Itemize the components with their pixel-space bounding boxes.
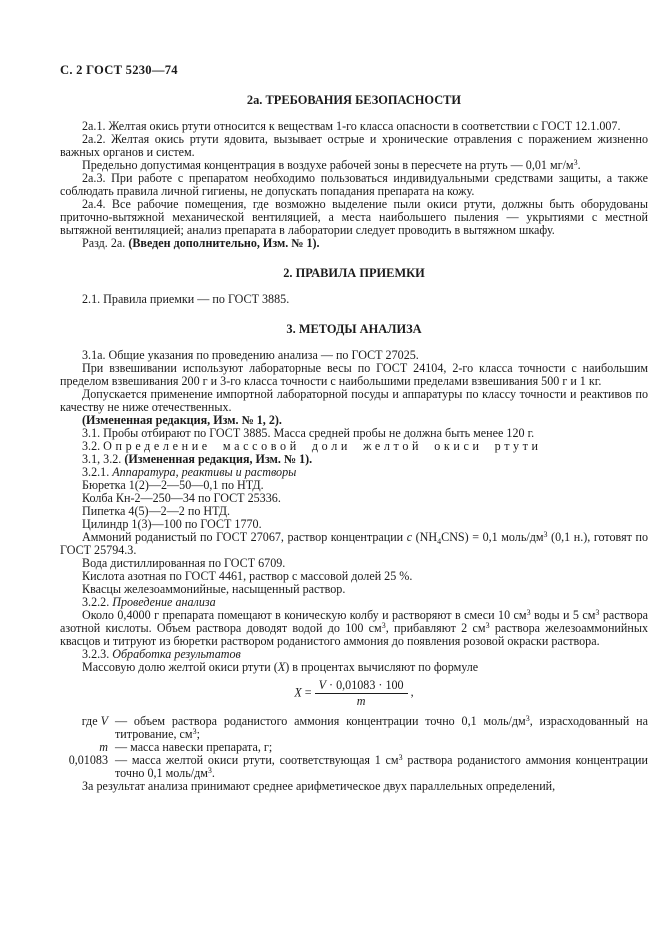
page-header-label: С. 2 ГОСТ 5230—74 (60, 63, 178, 77)
text-run: , прибавляют 2 см (385, 621, 486, 635)
text-run: ; (196, 727, 200, 741)
text-run: 0,01083 (68, 753, 108, 767)
paragraph (60, 362, 648, 388)
paragraph (60, 198, 648, 237)
text-run: X (277, 660, 286, 674)
superscript: 3 (525, 714, 530, 723)
text-run: . (211, 766, 215, 780)
text-run: Цилиндр 1(3)—100 по ГОСТ 1770. (82, 517, 262, 531)
text-run: Колба Кн-2—250—34 по ГОСТ 25336. (82, 491, 281, 505)
section-heading (60, 323, 648, 336)
subscript: 4 (437, 536, 442, 546)
text-run: Около 0,4000 г препарата помещают в коническую колбу и растворяют в смеси 10 см (82, 608, 527, 622)
text-run: Обработка результатов (112, 647, 241, 661)
text-run: m (99, 740, 108, 754)
formula-denominator (315, 693, 408, 708)
text-run: 2. ПРАВИЛА ПРИЕМКИ (283, 266, 425, 280)
paragraph (60, 293, 648, 306)
text-run: 2а.1. Желтая окись ртути относится к веществам 1-го класса опасности в соответствии с ГОСТ 12.1.007. (82, 119, 621, 133)
text-run: 2а.4. Все рабочие помещения, где возможно выделение пыли окиси ртути, должны быть оборудованы приточно-вытяжной механической вентиляцией, а места наибольшего пыления — укрытиями с местной вытяжной вентиляцией; анализ препарата в лаборатории следует проводить в вытяжном шкафу. (60, 197, 648, 237)
text-run: (0,1 н.), готовят по ГОСТ 25794.3. (60, 530, 648, 557)
text-run: 3.1а. Общие указания по проведению анализа — по ГОСТ 27025. (82, 348, 419, 362)
definition-text (115, 754, 648, 780)
text-run: = (301, 685, 315, 700)
superscript: 3 (485, 621, 490, 630)
superscript: 3 (192, 727, 197, 736)
text-run: 3.2. (82, 439, 104, 453)
text-run: Квасцы железоаммонийные, насыщенный раствор. (82, 582, 346, 596)
text-run: — масса навески препарата, г; (115, 740, 273, 754)
text-run: воды и 5 см (530, 608, 596, 622)
text-run: — масса желтой окиси ртути, соответствующая 1 см (115, 753, 399, 767)
text-run: Проведение анализа (112, 595, 216, 609)
text-run: За результат анализа принимают среднее арифметическое двух параллельных определений, (82, 779, 556, 793)
paragraph (60, 531, 648, 557)
text-run: раствора роданистого аммония концентрации точно 0,1 моль/дм (115, 753, 648, 780)
text-run: Допускается применение импортной лабораторной посуды и аппаратуры по классу точности и реактивов по качеству не ниже отечественных. (60, 387, 648, 414)
superscript: 3 (526, 608, 531, 617)
text-run: 2а.2. Желтая окись ртути ядовита, вызывает острые и хронические отравления с поражением жизненно важных органов и систем. (60, 132, 648, 159)
definition-term (60, 715, 108, 741)
text-run: X (294, 685, 302, 700)
text-run: 3.2.1. (82, 465, 113, 479)
superscript: 3 (207, 766, 212, 775)
text-run: Вода дистиллированная по ГОСТ 6709. (82, 556, 286, 570)
text-run: Определение массовой доли желтой окиси ртути (103, 439, 542, 453)
text-run: 3.1, 3.2. (82, 452, 125, 466)
definition-list (60, 715, 648, 780)
text-run: с (406, 530, 413, 544)
text-run: (Измененная редакция, Изм. № 1). (124, 452, 313, 466)
text-run: V (100, 714, 108, 728)
text-run: V (318, 678, 327, 692)
paragraph (60, 172, 648, 198)
text-run: (Введен дополнительно, Изм. № 1). (128, 236, 320, 250)
text-run: Кислота азотная по ГОСТ 4461, раствор с массовой долей 25 %. (82, 569, 413, 583)
formula-numerator (315, 679, 408, 693)
text-run: (Измененная редакция, Изм. № 1, 2). (82, 413, 282, 427)
text-run: m (356, 694, 366, 708)
text-run: (NH (412, 530, 438, 544)
text-run: — объем раствора роданистого аммония концентрации точно 0,1 моль/дм (115, 714, 526, 728)
definition-term (60, 754, 108, 780)
text-run: , израсходованный на титрование, см (115, 714, 648, 741)
text-run: Бюретка 1(2)—2—50—0,1 по НТД. (82, 478, 264, 492)
text-run: 2а. ТРЕБОВАНИЯ БЕЗОПАСНОСТИ (246, 93, 462, 107)
paragraph (60, 609, 648, 648)
document-body (60, 94, 648, 793)
text-run: ) в процентах вычисляют по формуле (285, 660, 479, 674)
section-heading (60, 267, 648, 280)
text-run: При взвешивании используют лабораторные весы по ГОСТ 24104, 2-го класса точности с наибольшим пределом взвешивания 200 г и 3-го класса точности с наибольшими пределами взвешивания 500 г и 1 кг. (60, 361, 648, 388)
text-run: CNS) = 0,1 моль/дм (441, 530, 544, 544)
text-run: где (81, 714, 101, 728)
paragraph (60, 133, 648, 159)
formula-lhs (294, 685, 314, 699)
text-run: 3.1. Пробы отбирают по ГОСТ 3885. Масса средней пробы не должна быть менее 120 г. (82, 426, 535, 440)
text-run: 2.1. Правила приемки — по ГОСТ 3885. (82, 292, 290, 306)
paragraph (60, 388, 648, 414)
text-run: 3. МЕТОДЫ АНАЛИЗА (286, 322, 422, 336)
text-run: Пипетка 4(5)—2—2 по НТД. (82, 504, 231, 518)
text-run: 3.2.3. (82, 647, 113, 661)
text-run: 3.2.2. (82, 595, 113, 609)
text-run: Аппаратура, реактивы и растворы (112, 465, 297, 479)
text-run: раствора железоаммонийных квасцов и титруют из бюретки раствором роданистого аммония до появления розовой окраски раствора. (60, 621, 649, 648)
section-heading (60, 94, 648, 107)
superscript: 3 (595, 608, 600, 617)
text-run: Предельно допустимая концентрация в воздухе рабочей зоны в пересчете на ртуть — 0,01 мг/м (82, 158, 574, 172)
text-run: раствора азотной кислоты. Объем раствора доводят водой до 100 см (60, 608, 648, 635)
text-run: Разд. 2а. (82, 236, 129, 250)
formula-fraction (315, 679, 408, 708)
text-run: . (577, 158, 581, 172)
text-run: Аммоний роданистый по ГОСТ 27067, раствор концентрации (82, 530, 407, 544)
formula-block (60, 679, 648, 708)
superscript: 3 (543, 530, 548, 539)
superscript: 3 (573, 158, 578, 167)
text-run: Массовую долю желтой окиси ртути ( (82, 660, 278, 674)
definition-text (115, 715, 648, 741)
paragraph (60, 237, 648, 250)
paragraph (60, 780, 648, 793)
text-run: 2а.3. При работе с препаратом необходимо пользоваться индивидуальными средствами защиты, а также соблюдать правила личной гигиены, не допускать попадания препарата на кожу. (60, 171, 648, 198)
superscript: 3 (398, 753, 403, 762)
text-run: · 0,01083 · 100 (326, 678, 404, 692)
formula-comma: , (410, 685, 414, 700)
page-content (60, 64, 648, 793)
superscript: 3 (381, 621, 386, 630)
paragraph (60, 661, 648, 674)
